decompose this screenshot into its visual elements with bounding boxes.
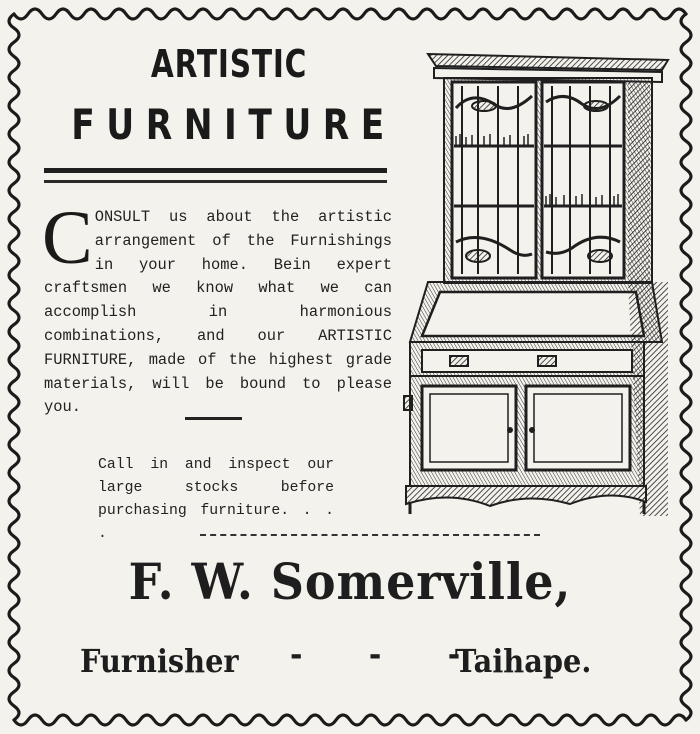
dashed-divider: [200, 534, 540, 536]
headline-artistic: ARTISTIC: [150, 42, 308, 86]
headline-rule-thin: [44, 180, 387, 183]
call-in-notice: Call in and inspect our large stocks before purchasing furniture. . . .: [98, 457, 334, 542]
firm-name: F. W. Somerville,: [128, 552, 572, 611]
body-paragraph: [42, 196, 392, 420]
drop-cap: C: [42, 196, 93, 280]
section-divider: [185, 417, 242, 420]
bureau-bookcase-icon: [400, 46, 674, 516]
headline-furniture: FURNITURE: [71, 100, 396, 149]
headline-rule-thick: [44, 168, 387, 173]
trade-label: Furnisher: [80, 642, 239, 680]
footer-separator: - - -: [290, 638, 489, 673]
body-text: ONSULT us about the artistic arrangement of the Furnishings in your home. Bein expert craftsmen we know what we can accomplish in harmonious combinations, and our ARTISTIC FURNITURE, made of the highest grade materials, will be bound to please you.: [44, 208, 392, 417]
town-label: Taihape.: [455, 642, 592, 680]
